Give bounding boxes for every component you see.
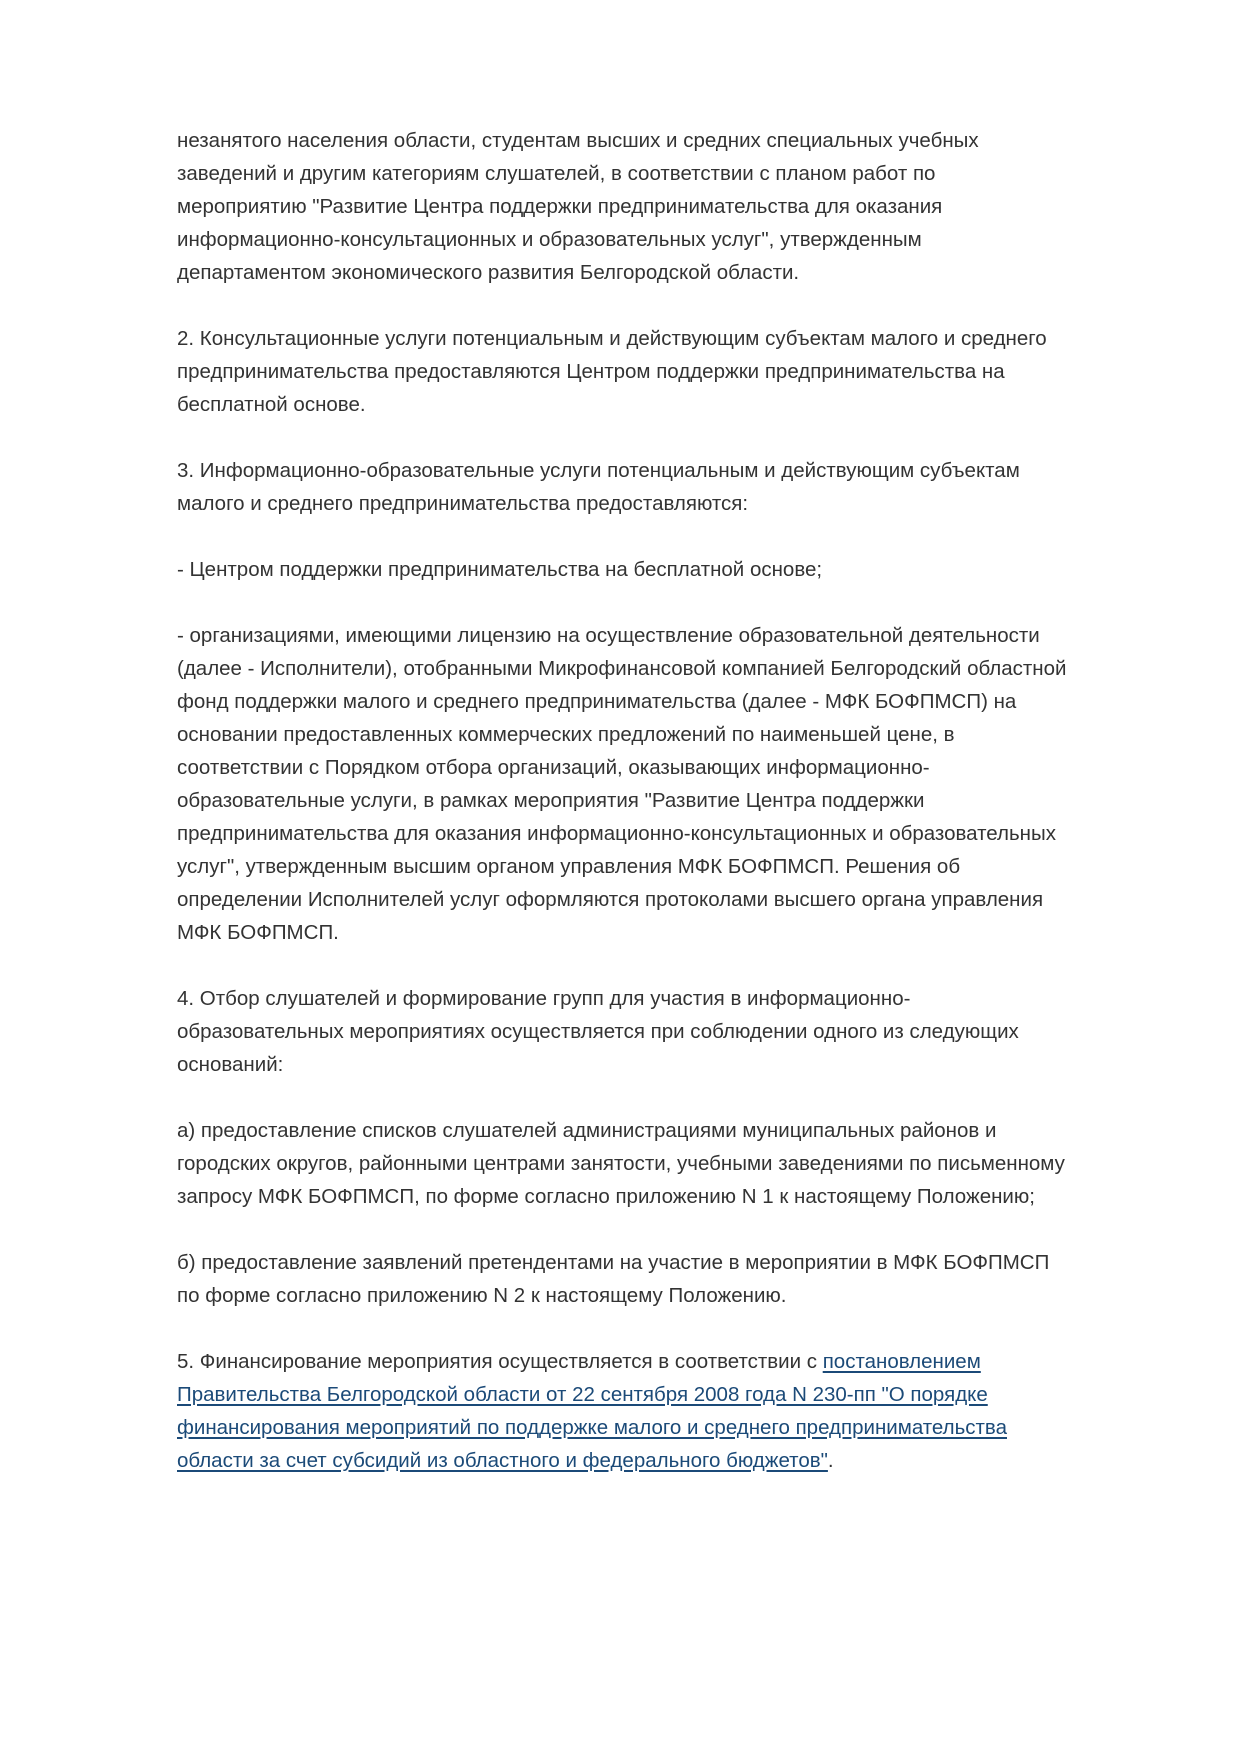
text-line: определении Исполнителей услуг оформляются протоколами высшего органа управления [177,888,1044,911]
text-line: предпринимательства для оказания информационно-консультационных и образовательных [177,822,1056,845]
regulation-link[interactable]: постановлением [822,1350,981,1373]
paragraph [177,322,1177,421]
text-line: (далее - Исполнители), отобранными Микрофинансовой компанией Белгородский областной [177,657,1067,680]
text-line: мероприятию "Развитие Центра поддержки предпринимательства для оказания [177,195,943,218]
text-line: 4. Отбор слушателей и формирование групп для участия в информационно- [177,987,911,1010]
paragraph [177,982,1177,1081]
text-line: заведений и другим категориям слушателей, в соответствии с планом работ по [177,162,936,185]
paragraph [177,1246,1177,1312]
text-line: малого и среднего предпринимательства предоставляются: [177,492,749,515]
text-line: 2. Консультационные услуги потенциальным и действующим субъектам малого и среднего [177,327,1047,350]
text-line: 3. Информационно-образовательные услуги потенциальным и действующим субъектам [177,459,1020,482]
financing-text: 5. Финансирование мероприятия осуществляется в соответствии с [177,1350,823,1373]
text-line: предпринимательства предоставляются Центром поддержки предпринимательства на [177,360,1005,383]
text-line: оснований: [177,1053,284,1076]
text-line: департаментом экономического развития Белгородской области. [177,261,800,284]
paragraph [177,454,1177,520]
text-line: фонд поддержки малого и среднего предпринимательства (далее - МФК БОФПМСП) на [177,690,1017,713]
text-line: услуг", утвержденным высшим органом управления МФК БОФПМСП. Решения об [177,855,961,878]
text-line: по форме согласно приложению N 2 к настоящему Положению. [177,1284,787,1307]
regulation-link[interactable]: области за счет субсидий из областного и федерального бюджетов" [177,1449,828,1472]
text-line: соответствии с Порядком отбора организаций, оказывающих информационно- [177,756,930,779]
period: . [827,1449,834,1472]
text-line: - организациями, имеющими лицензию на осуществление образовательной деятельности [177,624,1040,647]
regulation-link[interactable]: Правительства Белгородской области от 22 сентября 2008 года N 230-пп "О порядке [177,1383,988,1406]
paragraph [177,619,1177,949]
text-line: образовательных мероприятиях осуществляется при соблюдении одного из следующих [177,1020,1019,1043]
text-line: б) предоставление заявлений претендентами на участие в мероприятии в МФК БОФПМСП [177,1251,1050,1274]
paragraph [177,553,1177,586]
text-line: запросу МФК БОФПМСП, по форме согласно приложению N 1 к настоящему Положению; [177,1185,1035,1208]
text-line [177,1345,1177,1378]
text-line: городских округов, районными центрами занятости, учебными заведениями по письменному [177,1152,1065,1175]
text-line [177,1378,1177,1411]
paragraph-financing [177,1345,1177,1477]
text-line: образовательные услуги, в рамках мероприятия "Развитие Центра поддержки [177,789,925,812]
text-line: незанятого населения области, студентам высших и средних специальных учебных [177,129,979,152]
text-line: МФК БОФПМСП. [177,921,339,944]
text-line: информационно-консультационных и образовательных услуг", утвержденным [177,228,922,251]
paragraph [177,124,1177,289]
text-line: а) предоставление списков слушателей администрациями муниципальных районов и [177,1119,997,1142]
document-body [177,124,1177,1510]
text-line [177,1444,1177,1477]
text-line: - Центром поддержки предпринимательства на бесплатной основе; [177,558,823,581]
text-line: бесплатной основе. [177,393,366,416]
paragraph [177,1114,1177,1213]
text-line: основании предоставленных коммерческих предложений по наименьшей цене, в [177,723,955,746]
text-line [177,1411,1177,1444]
regulation-link[interactable]: финансирования мероприятий по поддержке малого и среднего предпринимательства [177,1416,1007,1439]
